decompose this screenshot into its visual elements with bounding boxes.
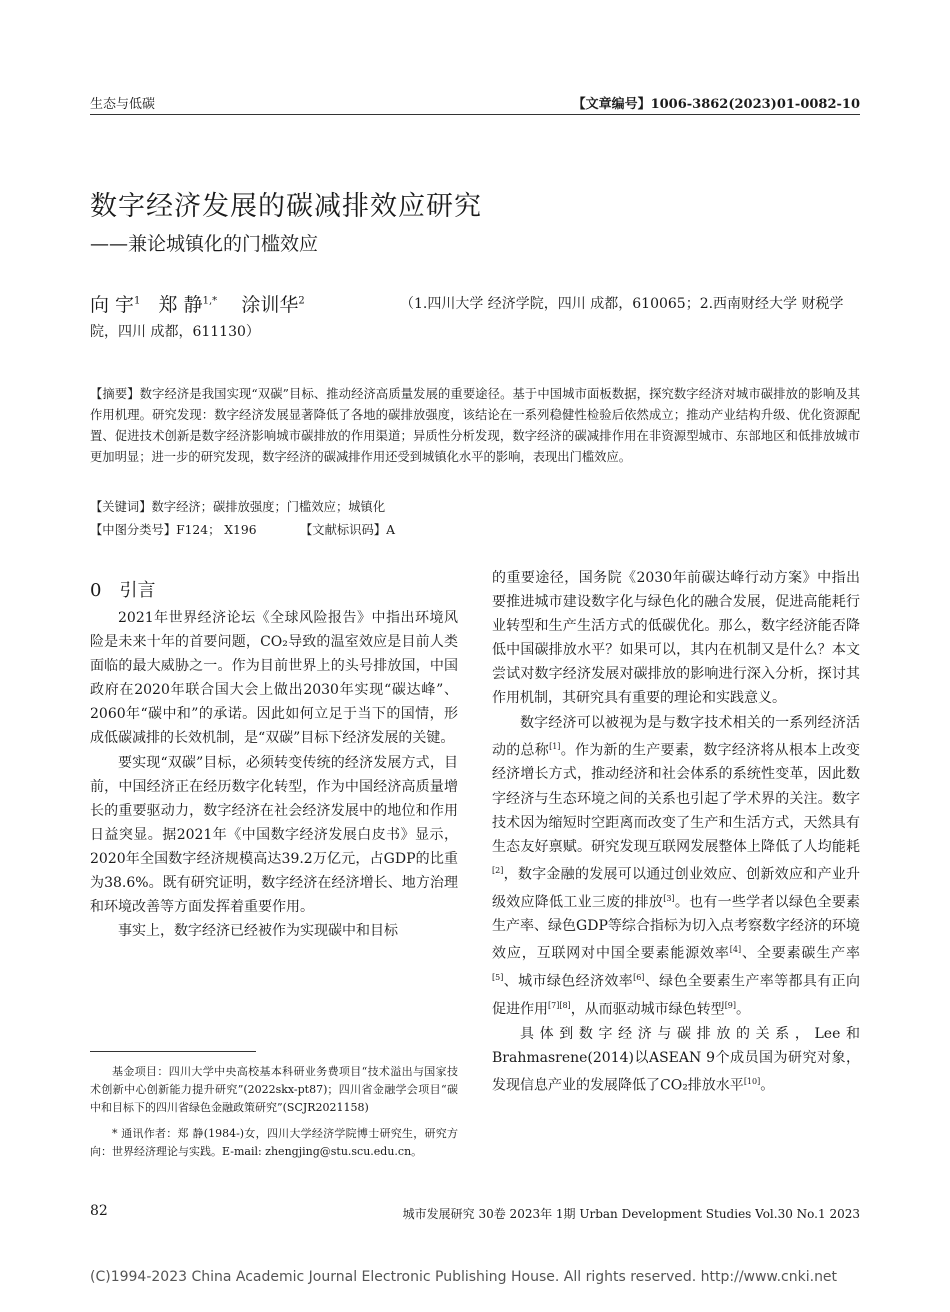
body-paragraph: 的重要途径，国务院《2030年前碳达峰行动方案》中指出要推进城市建设数字化与绿色化的融合发展，促进高能耗行业转型和生产生活方式的低碳优化。那么，数字经济能否降低中国碳排放水平？如果可以，其内在机制又是什么？本文尝试对数字经济发展对碳排放的影响进行深入分析，探讨其作用机制，其研究具有重要的理论和实践意义。	[492, 570, 860, 707]
author-name: 郑 静	[158, 294, 203, 316]
citation-ref[interactable]: [2]	[492, 865, 504, 875]
paper-title: 数字经济发展的碳减排效应研究	[90, 191, 482, 222]
page-number: 82	[90, 1203, 108, 1219]
author-affil-mark: 1,*	[202, 295, 218, 307]
body-paragraph: 具体到数字经济与碳排放的关系，Lee和Brahmasrene(2014)以ASEAN 9个成员国为研究对象，发现信息产业的发展降低了CO₂排放水平[10]。	[492, 1025, 860, 1094]
citation-ref[interactable]: [5]	[492, 973, 504, 983]
document-code: 【文献标识码】A	[300, 523, 395, 537]
author-name: 向 宇	[90, 294, 135, 316]
citation-ref[interactable]: [6]	[633, 973, 645, 983]
author-name: 涂训华	[241, 294, 299, 316]
body-paragraph: 事实上，数字经济已经被作为实现碳中和目标	[118, 923, 398, 940]
left-column	[90, 606, 458, 943]
citation-ref[interactable]: [4]	[729, 945, 742, 955]
citation-ref[interactable]: [3]	[663, 893, 675, 903]
body-paragraph: 2021年世界经济论坛《全球风险报告》中指出环境风险是未来十年的首要问题，CO₂导致的温室效应是目前人类面临的最大威胁之一。作为目前世界上的头号排放国，中国政府在2020年联合国大会上做出2030年实现“碳达峰”、2060年“碳中和”的承诺。因此如何立足于当下的国情，形成低碳减排的长效机制，是“双碳”目标下经济发展的关键。	[90, 610, 458, 747]
body-paragraph: 要实现“双碳”目标，必须转变传统的经济发展方式，目前，中国经济正在经历数字化转型，作为中国经济高质量增长的重要驱动力，数字经济在社会经济发展中的地位和作用日益突显。据2021年《中国数字经济发展白皮书》显示，2020年全国数字经济规模高达39.2万亿元，占GDP的比重为38.6%。既有研究证明，数字经济在经济增长、地方治理和环境改善等方面发挥着重要作用。	[90, 754, 458, 916]
author-affil-mark: 2	[298, 295, 305, 307]
funding-footnote: 基金项目：四川大学中央高校基本科研业务费项目“技术溢出与国家技术创新中心创新能力提升研究”(2022skx-pt87)；四川省金融学会项目“碳中和目标下的四川省绿色金融政策研究”(SCJR2021158)	[90, 1065, 458, 1114]
corresponding-author-footnote: * 通讯作者：郑 静(1984-)女，四川大学经济学院博士研究生，研究方向：世界经济理论与实践。E-mail: zhengjing@stu.scu.edu.cn。	[90, 1127, 458, 1158]
citation-ref[interactable]: [8]	[559, 1000, 571, 1010]
author-affil-mark: 1	[134, 295, 141, 307]
paper-subtitle: ——兼论城镇化的门槛效应	[90, 233, 319, 255]
classification-number: 【中图分类号】F124； X196	[90, 523, 257, 537]
body-paragraph: 数字经济可以被视为是与数字技术相关的一系列经济活动的总称[1]。作为新的生产要素，数字经济将从根本上改变经济增长方式，推动经济和社会体系的系统性变革，因此数字经济与生态环境之间的关系也引起了学术界的关注。数字技术因为缩短时空距离而改变了生产和生活方式，天然具有生态友好禀赋。研究发现互联网发展整体上降低了人均能耗[2]，数字金融的发展可以通过创业效应、创新效应和产业升级效应降低工业三废的排放[3]。也有一些学者以绿色全要素生产率、绿色GDP等综合指标为切入点考察数字经济的环境效应，互联网对中国全要素能源效率[4]、全要素碳生产率[5]、城市绿色经济效率[6]、绿色全要素生产率等都具有正向促进作用[7][8]，从而驱动城市绿色转型[9]。	[492, 714, 861, 1018]
section-heading: 0 引言	[90, 580, 156, 601]
article-code: 【文章编号】1006-3862(2023)01-0082-10	[572, 97, 860, 112]
citation-ref[interactable]: [1]	[549, 741, 561, 751]
footnote-divider	[90, 1051, 256, 1052]
header-divider	[90, 114, 860, 115]
citation-ref[interactable]: [9]	[724, 1000, 737, 1010]
abstract: 【摘要】数字经济是我国实现“双碳”目标、推动经济高质量发展的重要途径。基于中国城市面板数据，探究数字经济对城市碳排放的影响及其作用机理。研究发现：数字经济发展显著降低了各地的碳排放强度，该结论在一系列稳健性检验后依然成立；推动产业结构升级、优化资源配置、促进技术创新是数字经济影响城市碳排放的作用渠道；异质性分析发现，数字经济的碳减排作用在非资源型城市、东部地区和低排放城市更加明显；进一步的研究发现，数字经济的碳减排作用还受到城镇化水平的影响，表现出门槛效应。	[90, 387, 860, 464]
citation-ref[interactable]: [7]	[548, 1000, 560, 1010]
keywords: 【关键词】数字经济；碳排放强度；门槛效应；城镇化	[90, 500, 386, 514]
copyright-line: (C)1994-2023 China Academic Journal Electronic Publishing House. All rights reserved. http://www.cnki.net	[90, 1269, 838, 1285]
journal-info: 城市发展研究 30卷 2023年 1期 Urban Development Studies Vol.30 No.1 2023	[402, 1207, 860, 1221]
right-column	[492, 566, 860, 1098]
citation-ref[interactable]: [10]	[743, 1076, 761, 1086]
author-affiliation: （1.四川大学 经济学院，四川 成都，610065；2.西南财经大学 财税学院，四川 成都，611130）	[90, 296, 844, 340]
section-category: 生态与低碳	[90, 97, 156, 112]
